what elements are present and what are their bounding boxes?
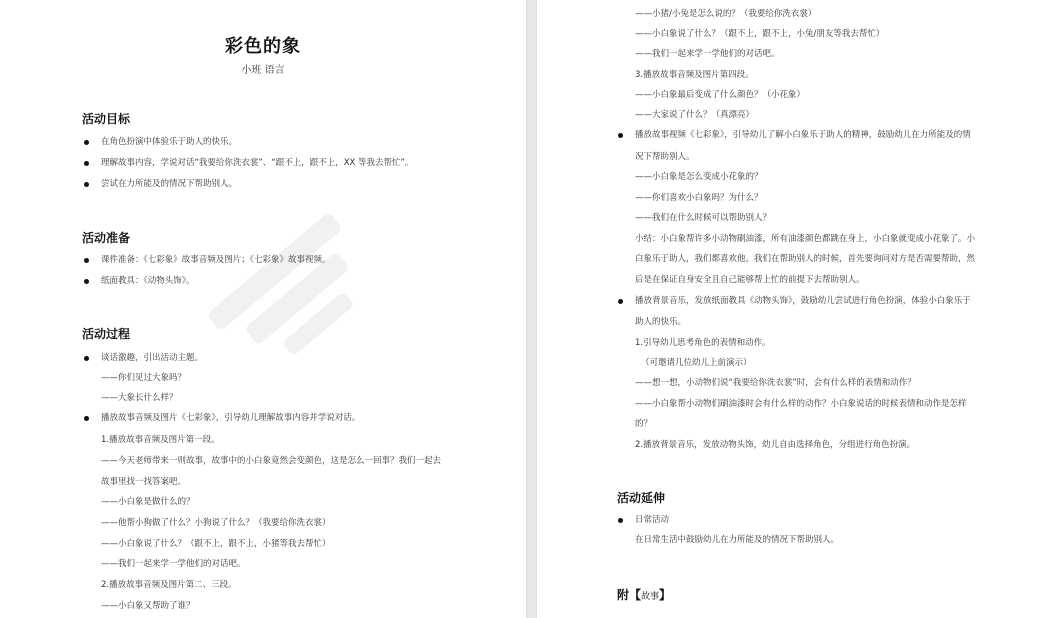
extension-text: 在日常生活中鼓励幼儿在力所能及的情况下帮助别人。 — [635, 535, 840, 545]
summary-line: 小结：小白象帮许多小动物刷油漆，所有油漆颜色都跳在身上，小白象就变成小花象了。小 — [635, 234, 976, 244]
prep-item: 纸面教具：《动物头饰》。 — [101, 276, 195, 286]
bullet-icon — [84, 140, 89, 145]
goal-item: 理解故事内容，学说对话“我要给你洗衣裳”、“跟不上，跟不上，XX 等我去帮忙”。 — [101, 158, 414, 168]
process-line: 的？ — [635, 419, 653, 429]
process-line: ——今天老师带来一则故事，故事中的小白象竟然会变颜色，这是怎么一回事？我们一起去 — [101, 456, 442, 466]
process-line: ——想一想，小动物们说“我要给你洗衣裳”时，会有什么样的表情和动作？ — [635, 378, 916, 388]
watermark-logo — [173, 175, 407, 406]
bullet-icon — [84, 161, 89, 166]
bullet-icon — [84, 182, 89, 187]
bullet-icon — [84, 356, 89, 361]
process-line: 播放故事音频及图片《七彩象》，引导幼儿理解故事内容并学说对话。 — [101, 413, 361, 423]
process-line: 2.播放故事音频及图片第二、三段。 — [101, 580, 237, 590]
process-line: ——他帮小狗做了什么？小狗说了什么？（我要给你洗衣裳） — [101, 518, 331, 528]
process-line: ——大象长什么样？ — [101, 393, 178, 403]
process-line: 播放背景音乐，发放纸面教具《动物头饰》，鼓励幼儿尝试进行角色扮演，体验小白象乐于 — [635, 296, 971, 306]
process-line: ——小白象帮小动物们刷油漆时会有什么样的动作？小白象说话的时候表情和动作是怎样 — [635, 399, 967, 409]
bullet-icon — [618, 518, 623, 523]
goal-item: 在角色扮演中体验乐于助人的快乐。 — [101, 137, 238, 147]
bullet-icon — [84, 279, 89, 284]
prep-item: 课件准备：《七彩象》故事音频及图片；《七彩象》故事视频。 — [101, 255, 331, 265]
process-line: ——小白象是怎么变成小花象的？ — [635, 172, 763, 182]
heading-extension: 活动延伸 — [617, 491, 666, 505]
process-line: ——大家说了什么？（真漂亮） — [635, 110, 755, 120]
goal-item: 尝试在力所能及的情况下帮助别人。 — [101, 179, 238, 189]
process-line: ——小白象最后变成了什么颜色？（小花象） — [635, 90, 806, 100]
process-line: 故事里找一找答案吧。 — [101, 477, 187, 487]
heading-goals: 活动目标 — [82, 112, 131, 126]
document-page-right — [537, 0, 1053, 618]
process-line: ——我们在什么时候可以帮助别人？ — [635, 213, 772, 223]
appendix-prefix: 附【 — [617, 588, 642, 602]
process-line: ——我们一起来学一学他们的对话吧。 — [101, 559, 246, 569]
appendix-tag: 故事 — [641, 592, 660, 602]
process-line: ——小白象是做什么的？ — [101, 497, 195, 507]
process-line: ——小白象说了什么？（跟不上，跟不上，小猪等我去帮忙） — [101, 539, 331, 549]
process-line: ——我们一起来学一学他们的对话吧。 — [635, 49, 780, 59]
extension-item: 日常活动 — [635, 515, 670, 525]
process-line: ——你们见过大象吗？ — [101, 373, 187, 383]
heading-preparation: 活动准备 — [82, 231, 131, 245]
process-line: 助人的快乐。 — [635, 317, 687, 327]
process-line: 1.播放故事音频及图片第一段。 — [101, 435, 220, 445]
document-title: 彩色的象 — [225, 36, 301, 57]
heading-process: 活动过程 — [82, 327, 131, 341]
process-line: 3.播放故事音频及图片第四段。 — [635, 70, 754, 80]
process-line: 2.播放背景音乐，发放动物头饰，幼儿自由选择角色，分组进行角色扮演。 — [635, 440, 916, 450]
process-line: （可邀请几位幼儿上前演示） — [641, 358, 752, 368]
appendix-suffix: 】 — [659, 588, 672, 602]
bullet-icon — [618, 133, 623, 138]
document-page-left — [0, 0, 526, 618]
process-line: 播放故事视频《七彩象》，引导幼儿了解小白象乐于助人的精神，鼓励幼儿在力所能及的情 — [635, 130, 971, 140]
bullet-icon — [84, 416, 89, 421]
process-line: ——你们喜欢小白象吗？为什么？ — [635, 193, 763, 203]
bullet-icon — [84, 258, 89, 263]
document-subtitle: 小班 语言 — [241, 65, 285, 76]
process-line: ——小猪/小兔是怎么说的？（我要给你洗衣裳） — [635, 9, 817, 19]
process-line: ——小白象说了什么？（跟不上，跟不上，小兔/朋友等我去帮忙） — [635, 29, 885, 39]
process-line: 谈话激趣，引出活动主题。 — [101, 353, 204, 363]
summary-line: 白象乐于助人，我们都喜欢他。我们在帮助别人的时候，首先要询问对方是否需要帮助，然 — [635, 254, 976, 264]
summary-line: 后是在保证自身安全且自己能够帮上忙的前提下去帮助别人。 — [635, 275, 865, 285]
process-line: 1.引导幼儿思考角色的表情和动作。 — [635, 338, 771, 348]
process-line: 况下帮助别人。 — [635, 152, 695, 162]
heading-appendix — [617, 586, 671, 603]
process-line: ——小白象又帮助了谁？ — [101, 601, 195, 611]
bullet-icon — [618, 299, 623, 304]
